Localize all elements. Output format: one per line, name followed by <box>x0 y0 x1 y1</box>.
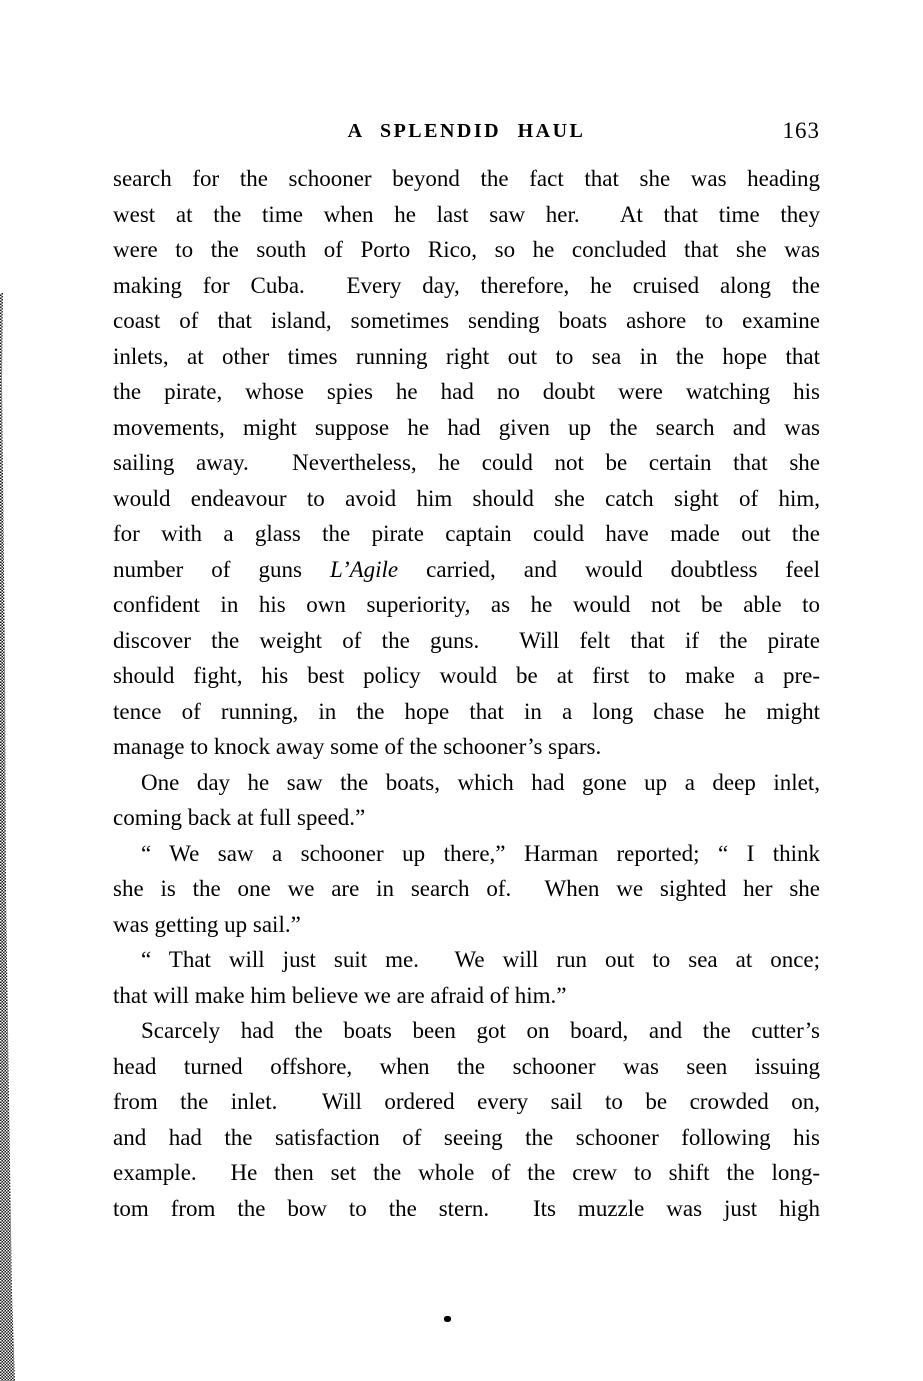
text-segment: search for the schooner beyond the fact that she was heading <box>113 166 820 191</box>
text-segment: head turned offshore, when the schooner was seen issuing <box>113 1053 820 1079</box>
text-segment: were to the south of Porto Rico, so he concluded that she was <box>113 237 820 262</box>
text-segment: discover the weight of the guns. Will felt that if the pirate <box>113 627 820 653</box>
text-segment: and had the satisfaction of seeing the schooner following his <box>113 1124 820 1150</box>
text-line <box>113 410 820 446</box>
page-header <box>113 118 820 148</box>
text-segment: Scarcely had the boats been got on board, and the cutter’s <box>141 1018 820 1043</box>
body-text <box>113 161 820 1226</box>
text-line <box>113 1084 820 1120</box>
ink-speck <box>444 1316 451 1322</box>
text-segment: number of guns <box>113 556 330 582</box>
text-line <box>113 942 820 978</box>
text-segment: west at the time when he last saw her. At that time they <box>113 201 820 227</box>
text-line <box>113 623 820 659</box>
paragraph <box>113 836 820 943</box>
text-line <box>113 836 820 872</box>
paragraph <box>113 1013 820 1226</box>
text-segment: that will make him believe we are afraid of him.” <box>113 982 567 1008</box>
text-line <box>113 339 820 375</box>
text-line <box>113 871 820 907</box>
text-segment: making for Cuba. Every day, therefore, he cruised along the <box>113 272 820 298</box>
text-segment: from the inlet. Will ordered every sail to be crowded on, <box>113 1089 820 1114</box>
text-line <box>113 694 820 730</box>
page-number: 163 <box>782 118 820 143</box>
text-line <box>113 374 820 410</box>
text-line <box>113 1013 820 1049</box>
italic-ship-name: L’Agile <box>330 556 399 582</box>
text-line <box>113 197 820 233</box>
text-line <box>113 303 820 339</box>
text-segment: coast of that island, sometimes sending boats ashore to examine <box>113 308 820 333</box>
text-line <box>113 658 820 694</box>
text-segment: she is the one we are in search of. When we sighted her she <box>113 876 820 901</box>
text-line <box>113 552 820 588</box>
text-line <box>113 232 820 268</box>
text-line <box>113 268 820 304</box>
text-line <box>113 1049 820 1085</box>
text-segment: One day he saw the boats, which had gone up a deep inlet, <box>141 769 820 795</box>
text-line <box>113 587 820 623</box>
text-segment: example. He then set the whole of the crew to shift the long- <box>113 1160 820 1185</box>
text-segment: tom from the bow to the stern. Its muzzle was just high <box>113 1195 820 1221</box>
text-segment: coming back at full speed.” <box>113 805 366 830</box>
text-line <box>113 1191 820 1227</box>
running-title: A SPLENDID HAUL <box>347 120 586 142</box>
text-segment: manage to knock away some of the schooner’s spars. <box>113 734 602 759</box>
text-line <box>113 1155 820 1191</box>
text-line <box>113 1120 820 1156</box>
text-segment: carried, and would doubtless feel <box>398 556 820 582</box>
text-segment: inlets, at other times running right out to sea in the hope that <box>113 343 820 369</box>
text-segment: would endeavour to avoid him should she catch sight of him, <box>113 485 820 511</box>
text-line <box>113 729 820 765</box>
text-segment: “ That will just suit me. We will run out to sea at once; <box>141 947 820 972</box>
text-line <box>113 978 820 1014</box>
text-line <box>113 161 820 197</box>
paragraph <box>113 161 820 765</box>
text-segment: the pirate, whose spies he had no doubt were watching his <box>113 379 820 404</box>
text-segment: was getting up sail.” <box>113 911 301 937</box>
text-segment: “ We saw a schooner up there,” Harman reported; “ I think <box>141 840 820 866</box>
text-line <box>113 907 820 943</box>
text-segment: should fight, his best policy would be at first to make a pre- <box>113 663 820 688</box>
text-segment: confident in his own superiority, as he would not be able to <box>113 592 820 617</box>
text-line <box>113 445 820 481</box>
text-line <box>113 516 820 552</box>
text-segment: movements, might suppose he had given up the search and was <box>113 414 820 440</box>
paragraph <box>113 942 820 1013</box>
text-segment: for with a glass the pirate captain could have made out the <box>113 521 820 546</box>
text-line <box>113 481 820 517</box>
binding-shadow <box>0 293 16 1381</box>
text-segment: tence of running, in the hope that in a long chase he might <box>113 698 820 724</box>
text-line <box>113 765 820 801</box>
text-segment: sailing away. Nevertheless, he could not be certain that she <box>113 450 820 475</box>
text-line <box>113 800 820 836</box>
paragraph <box>113 765 820 836</box>
